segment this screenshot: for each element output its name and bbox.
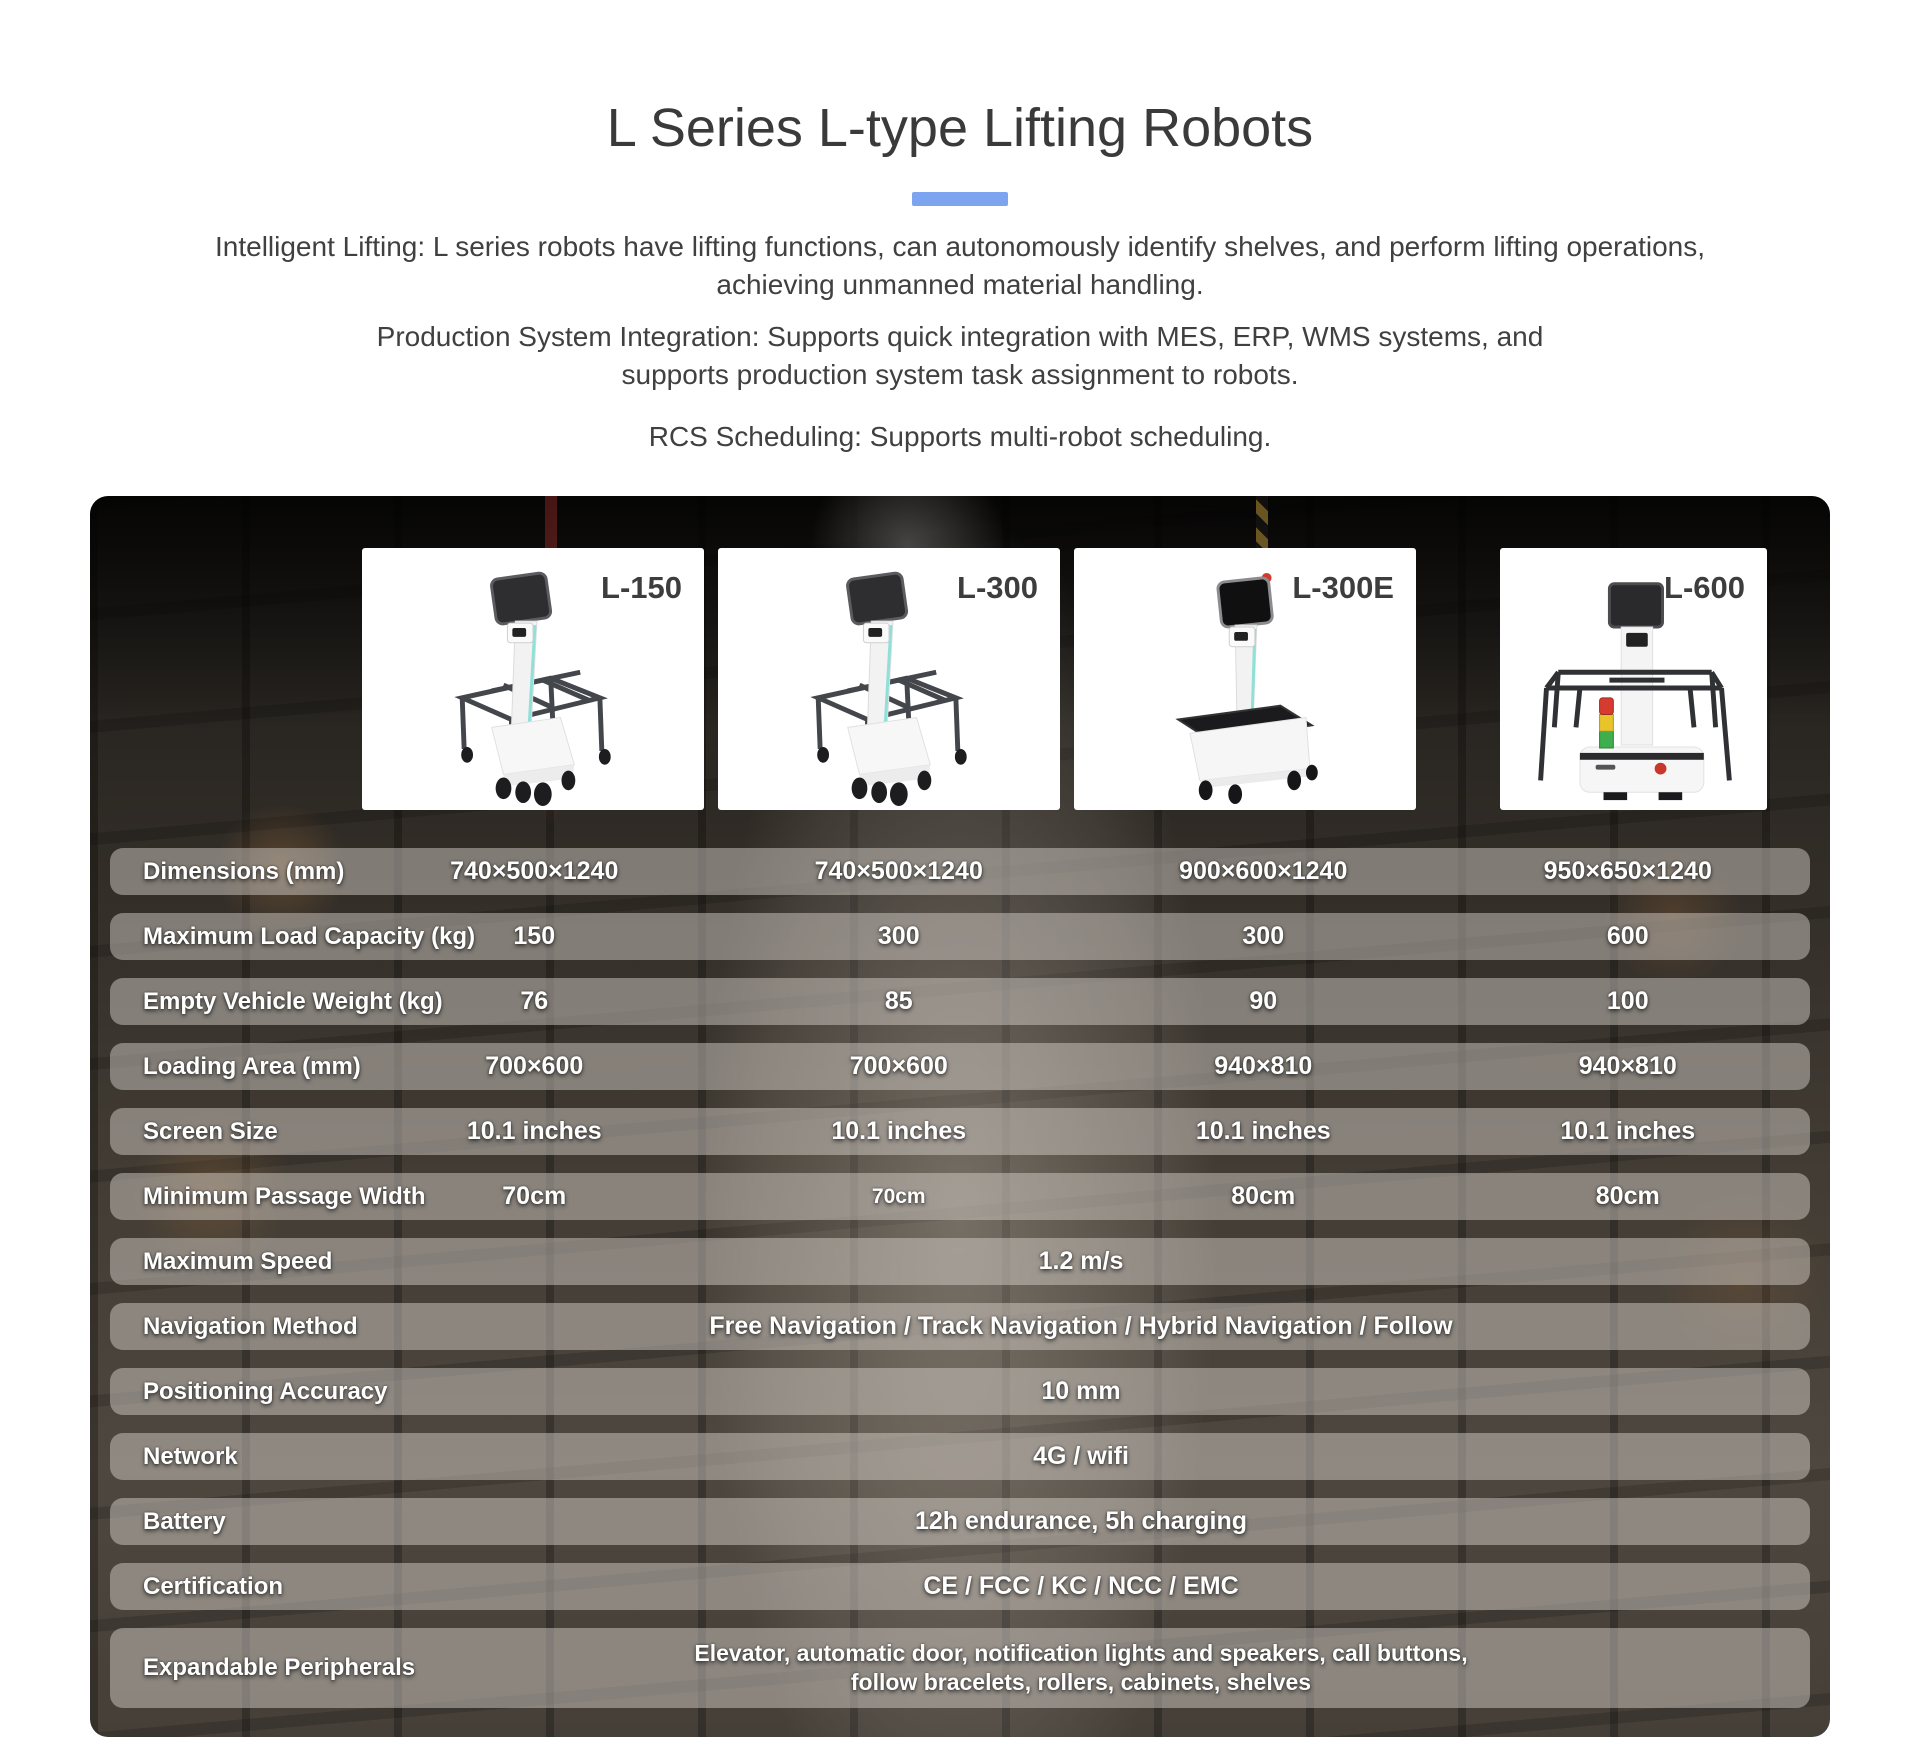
spec-values <box>352 978 1810 1025</box>
spec-span-value: Free Navigation / Track Navigation / Hybrid Navigation / Follow <box>709 1312 1453 1340</box>
spec-row <box>110 1303 1810 1350</box>
robot-image-l600 <box>1509 570 1759 806</box>
spec-values <box>352 913 1810 960</box>
intro-paragraph-rcs-scheduling <box>0 418 1920 456</box>
spec-table <box>110 848 1810 1708</box>
spec-value: 80cm <box>1231 1182 1296 1210</box>
spec-value: 85 <box>884 987 913 1015</box>
spec-values <box>352 1563 1810 1610</box>
spec-row <box>110 1628 1810 1708</box>
product-card-l300 <box>718 548 1060 810</box>
spec-label: Minimum Passage Width <box>143 1182 426 1210</box>
product-model-label: L-150 <box>601 570 682 605</box>
robot-image-l150 <box>403 570 663 806</box>
intro-paragraph-system-integration <box>0 318 1920 394</box>
spec-label: Dimensions (mm) <box>143 857 345 885</box>
spec-value: 76 <box>520 987 549 1015</box>
product-card-l150 <box>362 548 704 810</box>
spec-label: Network <box>143 1442 238 1470</box>
spec-value: 700×600 <box>485 1052 584 1080</box>
spec-label: Maximum Speed <box>143 1247 333 1275</box>
spec-label: Empty Vehicle Weight (kg) <box>143 987 443 1015</box>
spec-span-line: Elevator, automatic door, notification lights and speakers, call buttons, <box>694 1640 1468 1666</box>
spec-value: 90 <box>1249 987 1278 1015</box>
title-accent-bar <box>912 192 1008 206</box>
spec-value: 300 <box>877 922 920 950</box>
spec-values <box>352 1043 1810 1090</box>
spec-row <box>110 1563 1810 1610</box>
spec-value: 600 <box>1606 922 1649 950</box>
product-card-l300e <box>1074 548 1416 810</box>
spec-value: 700×600 <box>849 1052 948 1080</box>
intro-line: Production System Integration: Supports quick integration with MES, ERP, WMS systems, and <box>376 321 1544 352</box>
spec-span-value: 10 mm <box>1041 1377 1121 1405</box>
spec-span-value: 4G / wifi <box>1033 1442 1129 1470</box>
product-model-label: L-300E <box>1292 570 1394 605</box>
spec-values <box>352 1628 1810 1708</box>
spec-row <box>110 913 1810 960</box>
spec-value: 10.1 inches <box>466 1117 602 1145</box>
spec-row <box>110 978 1810 1025</box>
spec-value: 100 <box>1606 987 1649 1015</box>
spec-value: 740×500×1240 <box>450 857 619 885</box>
spec-value: 10.1 inches <box>1195 1117 1331 1145</box>
spec-value: 80cm <box>1595 1182 1660 1210</box>
spec-values <box>352 1108 1810 1155</box>
spec-row <box>110 1498 1810 1545</box>
spec-values <box>352 1368 1810 1415</box>
intro-paragraph-intelligent-lifting <box>0 228 1920 304</box>
spec-row <box>110 1433 1810 1480</box>
spec-label: Loading Area (mm) <box>143 1052 361 1080</box>
intro-line: Intelligent Lifting: L series robots have lifting functions, can autonomously identify shelves, and perform lifting operations, <box>214 231 1705 262</box>
spec-row <box>110 1238 1810 1285</box>
spec-value: 70cm <box>871 1184 926 1208</box>
spec-values <box>352 1498 1810 1545</box>
product-model-label: L-300 <box>957 570 1038 605</box>
intro-line: RCS Scheduling: Supports multi-robot scheduling. <box>648 421 1272 452</box>
spec-label: Screen Size <box>143 1117 278 1145</box>
spec-value: 950×650×1240 <box>1543 857 1712 885</box>
spec-values <box>352 1173 1810 1220</box>
spec-value: 70cm <box>502 1182 567 1210</box>
spec-values <box>352 848 1810 895</box>
spec-span-value: CE / FCC / KC / NCC / EMC <box>923 1572 1239 1600</box>
spec-values <box>352 1433 1810 1480</box>
spec-row <box>110 1108 1810 1155</box>
robot-image-l300e <box>1115 570 1375 806</box>
spec-value: 740×500×1240 <box>814 857 983 885</box>
spec-span-value: 1.2 m/s <box>1038 1247 1124 1275</box>
spec-span-value: 12h endurance, 5h charging <box>914 1507 1248 1535</box>
spec-span-line: follow bracelets, rollers, cabinets, shelves <box>850 1669 1312 1695</box>
spec-value: 150 <box>513 922 556 950</box>
spec-values <box>352 1303 1810 1350</box>
spec-value: 900×600×1240 <box>1179 857 1348 885</box>
page-title: L Series L-type Lifting Robots <box>606 98 1314 158</box>
spec-value: 10.1 inches <box>831 1117 967 1145</box>
spec-value: 940×810 <box>1578 1052 1677 1080</box>
spec-values <box>352 1238 1810 1285</box>
product-model-label: L-600 <box>1664 570 1745 605</box>
spec-label: Expandable Peripherals <box>143 1654 416 1681</box>
spec-label: Navigation Method <box>143 1312 358 1340</box>
spec-value: 10.1 inches <box>1560 1117 1696 1145</box>
spec-label: Maximum Load Capacity (kg) <box>143 922 476 950</box>
intro-line: achieving unmanned material handling. <box>716 269 1204 300</box>
intro-line: supports production system task assignment to robots. <box>621 359 1299 390</box>
spec-label: Battery <box>143 1507 226 1535</box>
spec-span-value <box>352 1639 1810 1697</box>
spec-value: 940×810 <box>1214 1052 1313 1080</box>
spec-row <box>110 1368 1810 1415</box>
spec-row <box>110 848 1810 895</box>
warehouse-photo-panel <box>90 496 1830 1737</box>
spec-value: 300 <box>1242 922 1285 950</box>
product-card-l600 <box>1500 548 1767 810</box>
spec-row <box>110 1173 1810 1220</box>
spec-row <box>110 1043 1810 1090</box>
spec-label: Positioning Accuracy <box>143 1377 388 1405</box>
spec-label: Certification <box>143 1572 284 1600</box>
robot-image-l300 <box>759 570 1019 806</box>
